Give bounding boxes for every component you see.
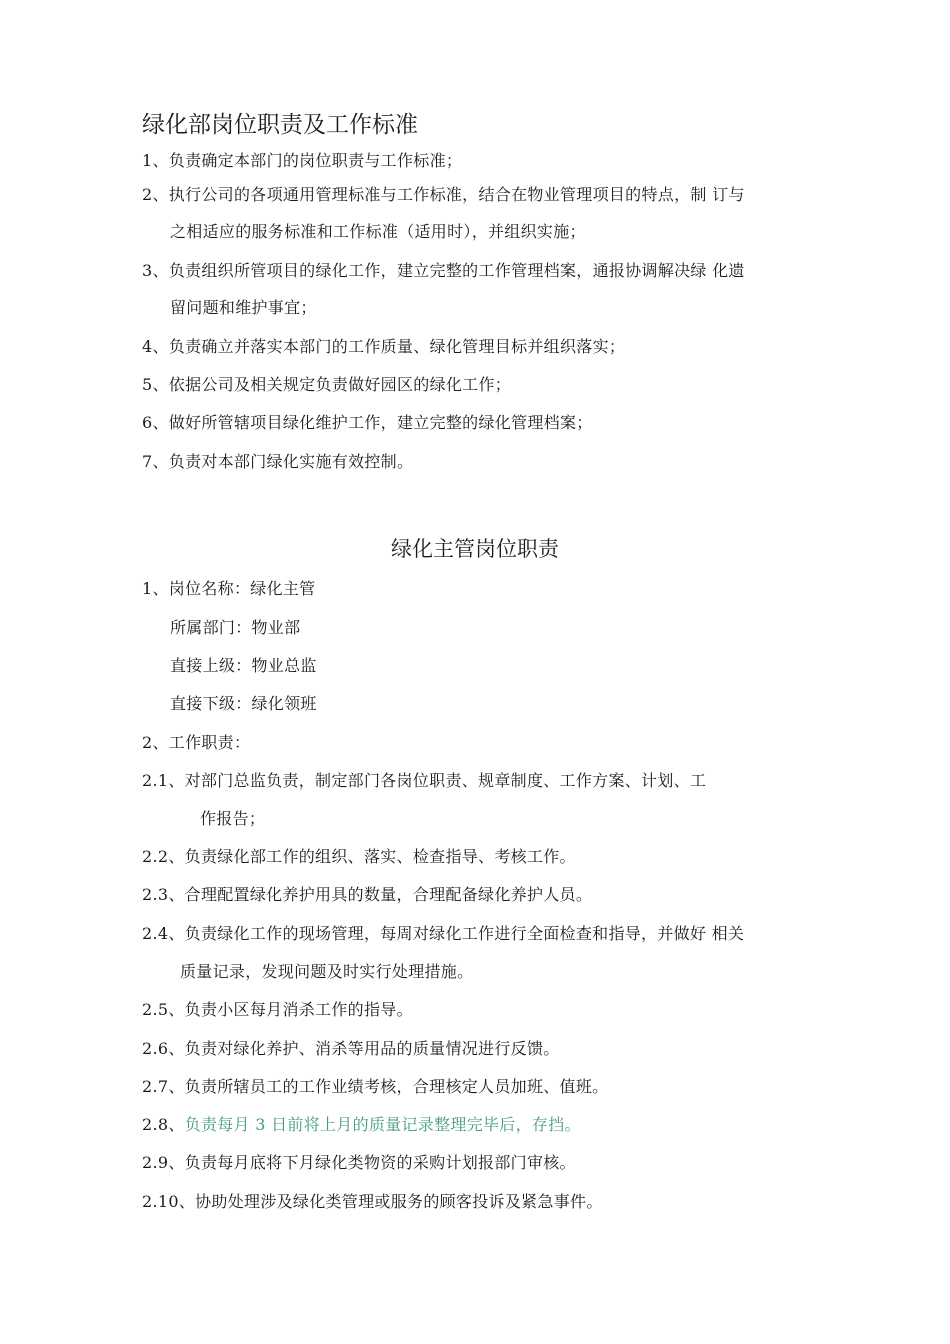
section2-line-7: 作报告；	[200, 809, 266, 828]
section1-line-8: 6、做好所管辖项目绿化维护工作，建立完整的绿化管理档案；	[142, 413, 593, 432]
section2-title: 绿化主管岗位职责	[391, 537, 559, 561]
section2-line-12: 2.5、负责小区每月消杀工作的指导。	[142, 1000, 413, 1019]
section2-line-15-number: 2.8、	[142, 1115, 185, 1134]
section2-line-3: 直接上级：物业总监	[170, 656, 317, 675]
section2-line-6: 2.1、对部门总监负责，制定部门各岗位职责、规章制度、工作方案、计划、工	[142, 771, 707, 790]
section2-line-14: 2.7、负责所辖员工的工作业绩考核，合理核定人员加班、值班。	[142, 1077, 609, 1096]
section2-line-16: 2.9、负责每月底将下月绿化类物资的采购计划报部门审核。	[142, 1153, 576, 1172]
section2-line-10: 2.4、负责绿化工作的现场管理，每周对绿化工作进行全面检查和指导，并做好 相关	[142, 924, 745, 943]
section2-line-4: 直接下级：绿化领班	[170, 694, 317, 713]
section2-line-9: 2.3、合理配置绿化养护用具的数量，合理配备绿化养护人员。	[142, 885, 593, 904]
section1-line-5: 留问题和维护事宜；	[170, 298, 317, 317]
section1-line-1: 1、负责确定本部门的岗位职责与工作标准；	[142, 151, 463, 170]
section2-line-5: 2、工作职责：	[142, 733, 251, 752]
section1-line-6: 4、负责确立并落实本部门的工作质量、绿化管理目标并组织落实；	[142, 337, 626, 356]
section2-line-15	[142, 1114, 581, 1136]
section2-line-15-highlight: 负责每月 3 日前将上月的质量记录整理完毕后，存挡。	[184, 1115, 581, 1134]
section2-line-8: 2.2、负责绿化部工作的组织、落实、检查指导、考核工作。	[142, 847, 576, 866]
section2-line-17: 2.10、协助处理涉及绿化类管理或服务的顾客投诉及紧急事件。	[142, 1192, 603, 1211]
section2-line-2: 所属部门：物业部	[170, 618, 301, 637]
section1-line-4: 3、负责组织所管项目的绿化工作，建立完整的工作管理档案，通报协调解决绿 化遗	[142, 261, 745, 280]
section1-line-9: 7、负责对本部门绿化实施有效控制。	[142, 452, 414, 471]
section1-title: 绿化部岗位职责及工作标准	[142, 112, 418, 138]
section2-line-11: 质量记录，发现问题及时实行处理措施。	[180, 962, 474, 981]
section1-line-7: 5、依据公司及相关规定负责做好园区的绿化工作；	[142, 375, 512, 394]
section1-line-2: 2、执行公司的各项通用管理标准与工作标准，结合在物业管理项目的特点，制 订与	[142, 185, 745, 204]
section2-line-1: 1、岗位名称：绿化主管	[142, 579, 316, 598]
section2-line-13: 2.6、负责对绿化养护、消杀等用品的质量情况进行反馈。	[142, 1039, 560, 1058]
section1-line-3: 之相适应的服务标准和工作标准（适用时），并组织实施；	[170, 222, 586, 241]
